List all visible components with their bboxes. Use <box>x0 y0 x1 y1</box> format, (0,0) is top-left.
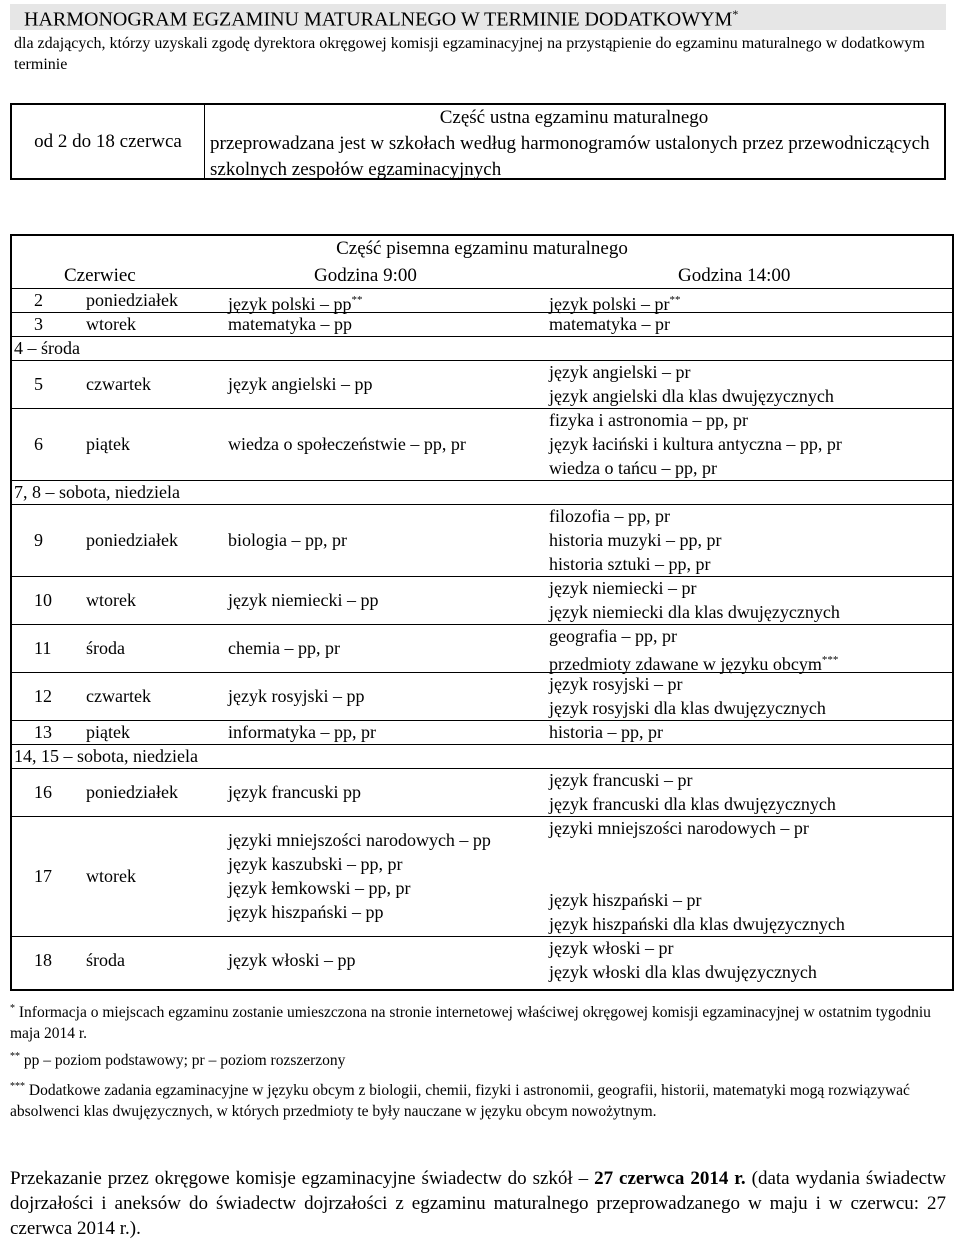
free-day-label: 7, 8 – sobota, niedziela <box>14 482 180 502</box>
exam-2pm: geografia – pp, pr <box>549 626 677 646</box>
row-divider <box>12 312 952 313</box>
day-number: 11 <box>34 638 52 658</box>
footnote-2 <box>10 1046 948 1071</box>
footnote-2-text: pp – poziom podstawowy; pr – poziom rozszerzony <box>23 1052 346 1070</box>
exam-2pm: historia muzyki – pp, pr <box>549 530 722 550</box>
weekday: czwartek <box>86 374 151 394</box>
exam-2pm: historia – pp, pr <box>549 722 663 742</box>
exam-2pm: język polski – pr <box>549 294 670 314</box>
exam-9am: język rosyjski – pp <box>228 686 365 706</box>
weekday: środa <box>86 950 125 970</box>
row-divider <box>12 816 952 817</box>
exam-2pm: język rosyjski dla klas dwujęzycznych <box>549 698 826 718</box>
oral-exam-box <box>10 103 946 180</box>
day-number: 18 <box>34 950 52 970</box>
day-number: 9 <box>34 530 43 550</box>
page-subtitle: dla zdających, którzy uzyskali zgodę dyrektora okręgowej komisji egzaminacyjnej na przystąpienie do egzaminu maturalnego w dodatkowym terminie <box>14 35 925 73</box>
page-title <box>24 7 738 32</box>
day-number: 12 <box>34 686 52 706</box>
exam-9am: język łemkowski – pp, pr <box>228 878 411 898</box>
exam-9am: języki mniejszości narodowych – pp <box>228 830 491 850</box>
exam-9am: matematyka – pp <box>228 314 352 334</box>
weekday: wtorek <box>86 314 136 334</box>
column-header-9am: Godzina 9:00 <box>314 265 417 286</box>
row-divider <box>12 768 952 769</box>
certificates-note <box>10 1166 946 1241</box>
weekday: czwartek <box>86 686 151 706</box>
row-divider <box>12 576 952 577</box>
certificates-note-part1: Przekazanie przez okręgowe komisje egzaminacyjne świadectw do szkół – <box>10 1168 589 1189</box>
exam-2pm: język francuski – pr <box>549 770 693 790</box>
title-bar <box>10 4 946 30</box>
row-divider <box>12 672 952 673</box>
weekday: poniedziałek <box>86 530 178 550</box>
exam-2pm: języki mniejszości narodowych – pr <box>549 818 809 838</box>
column-header-2pm: Godzina 14:00 <box>678 265 791 286</box>
weekday: wtorek <box>86 590 136 610</box>
day-number: 17 <box>34 866 52 886</box>
oral-exam-dates: od 2 do 18 czerwca <box>12 105 205 178</box>
day-number: 10 <box>34 590 52 610</box>
exam-2pm: język angielski – pr <box>549 362 691 382</box>
title-footnote-mark: * <box>732 7 739 21</box>
row-divider <box>12 720 952 721</box>
exam-9am: język hiszpański – pp <box>228 902 384 922</box>
row-divider <box>12 336 952 337</box>
weekday: wtorek <box>86 866 136 886</box>
certificates-date: 27 czerwca 2014 r. <box>594 1168 746 1189</box>
exam-9am: język włoski – pp <box>228 950 356 970</box>
footnote-3-text: Dodatkowe zadania egzaminacyjne w języku obcym z biologii, chemii, fizyki i astronomii, geografii, historii, matematyki mogą rozwiązywać absolwenci klas dwujęzycznych, w których przedmioty te były nauczane w języku obcym nowożytnym. <box>10 1082 910 1121</box>
exam-2pm: historia sztuki – pp, pr <box>549 554 711 574</box>
page-title-text: HARMONOGRAM EGZAMINU MATURALNEGO W TERMINIE DODATKOWYM <box>24 8 733 31</box>
row-divider <box>12 408 952 409</box>
exam-2pm: przedmioty zdawane w języku obcym <box>549 654 822 674</box>
free-day-label: 4 – środa <box>14 338 80 358</box>
weekday: poniedziałek <box>86 782 178 802</box>
oral-exam-heading: Część ustna egzaminu maturalnego <box>439 107 709 128</box>
exam-2pm: matematyka – pr <box>549 314 670 334</box>
exam-2pm: język niemiecki – pr <box>549 578 697 598</box>
free-day-label: 14, 15 – sobota, niedziela <box>14 746 198 766</box>
column-header-month: Czerwiec <box>64 265 136 286</box>
row-divider <box>12 504 952 505</box>
exam-2pm: język łaciński i kultura antyczna – pp, pr <box>549 434 842 454</box>
day-number: 3 <box>34 314 43 334</box>
exam-9am: język kaszubski – pp, pr <box>228 854 403 874</box>
oral-exam-info <box>210 105 938 183</box>
written-exam-table <box>10 234 954 991</box>
exam-9am: język angielski – pp <box>228 374 373 394</box>
exam-2pm: język niemiecki dla klas dwujęzycznych <box>549 602 840 622</box>
exam-2pm: język hiszpański dla klas dwujęzycznych <box>549 914 845 934</box>
weekday: środa <box>86 638 125 658</box>
weekday: piątek <box>86 722 130 742</box>
footnote-1-mark: * <box>10 1003 15 1014</box>
day-number: 2 <box>34 290 43 310</box>
weekday: poniedziałek <box>86 290 178 310</box>
weekday: piątek <box>86 434 130 454</box>
exam-2pm: filozofia – pp, pr <box>549 506 670 526</box>
exam-9am: chemia – pp, pr <box>228 638 340 658</box>
footnote-2-mark: ** <box>10 1051 20 1062</box>
exam-2pm: język rosyjski – pr <box>549 674 683 694</box>
footnote-1 <box>10 998 948 1044</box>
row-divider <box>12 360 952 361</box>
exam-9am: język polski – pp <box>228 294 352 314</box>
row-divider <box>12 624 952 625</box>
day-number: 13 <box>34 722 52 742</box>
exam-2pm: wiedza o tańcu – pp, pr <box>549 458 717 478</box>
day-number: 6 <box>34 434 43 454</box>
oral-exam-text: przeprowadzana jest w szkołach według harmonogramów ustalonych przez przewodniczących szkolnych zespołów egzaminacyjnych <box>210 133 930 180</box>
level-footnote-mark: ** <box>669 294 681 306</box>
exam-2pm: język hiszpański – pr <box>549 890 702 910</box>
exam-9am: język francuski pp <box>228 782 361 802</box>
exam-2pm: język włoski dla klas dwujęzycznych <box>549 962 817 982</box>
footnote-3-mark: *** <box>10 1081 25 1092</box>
footnote-1-text: Informacja o miejscach egzaminu zostanie umieszczona na stronie internetowej właściwej okręgowej komisji egzaminacyjnej w ostatnim tygodniu maja 2014 r. <box>10 1004 931 1043</box>
row-divider <box>12 936 952 937</box>
day-number: 16 <box>34 782 52 802</box>
exam-9am: wiedza o społeczeństwie – pp, pr <box>228 434 466 454</box>
exam-9am: informatyka – pp, pr <box>228 722 376 742</box>
exam-2pm: język angielski dla klas dwujęzycznych <box>549 386 834 406</box>
level-footnote-mark: *** <box>821 654 839 666</box>
level-footnote-mark: ** <box>351 294 363 306</box>
day-number: 5 <box>34 374 43 394</box>
exam-2pm: fizyka i astronomia – pp, pr <box>549 410 748 430</box>
written-exam-heading: Część pisemna egzaminu maturalnego <box>336 238 628 259</box>
exam-9am: biologia – pp, pr <box>228 530 347 550</box>
exam-9am: język niemiecki – pp <box>228 590 379 610</box>
exam-2pm: język włoski – pr <box>549 938 674 958</box>
footnote-3 <box>10 1076 948 1122</box>
certificates-note-part2: (data wydania świadectw dojrzałości i aneksów do świadectw dojrzałości z egzaminu maturalnego przeprowadzanego w maju i w czerwcu: 27 czerwca 2014 r.). <box>10 1168 947 1239</box>
exam-2pm: język francuski dla klas dwujęzycznych <box>549 794 836 814</box>
